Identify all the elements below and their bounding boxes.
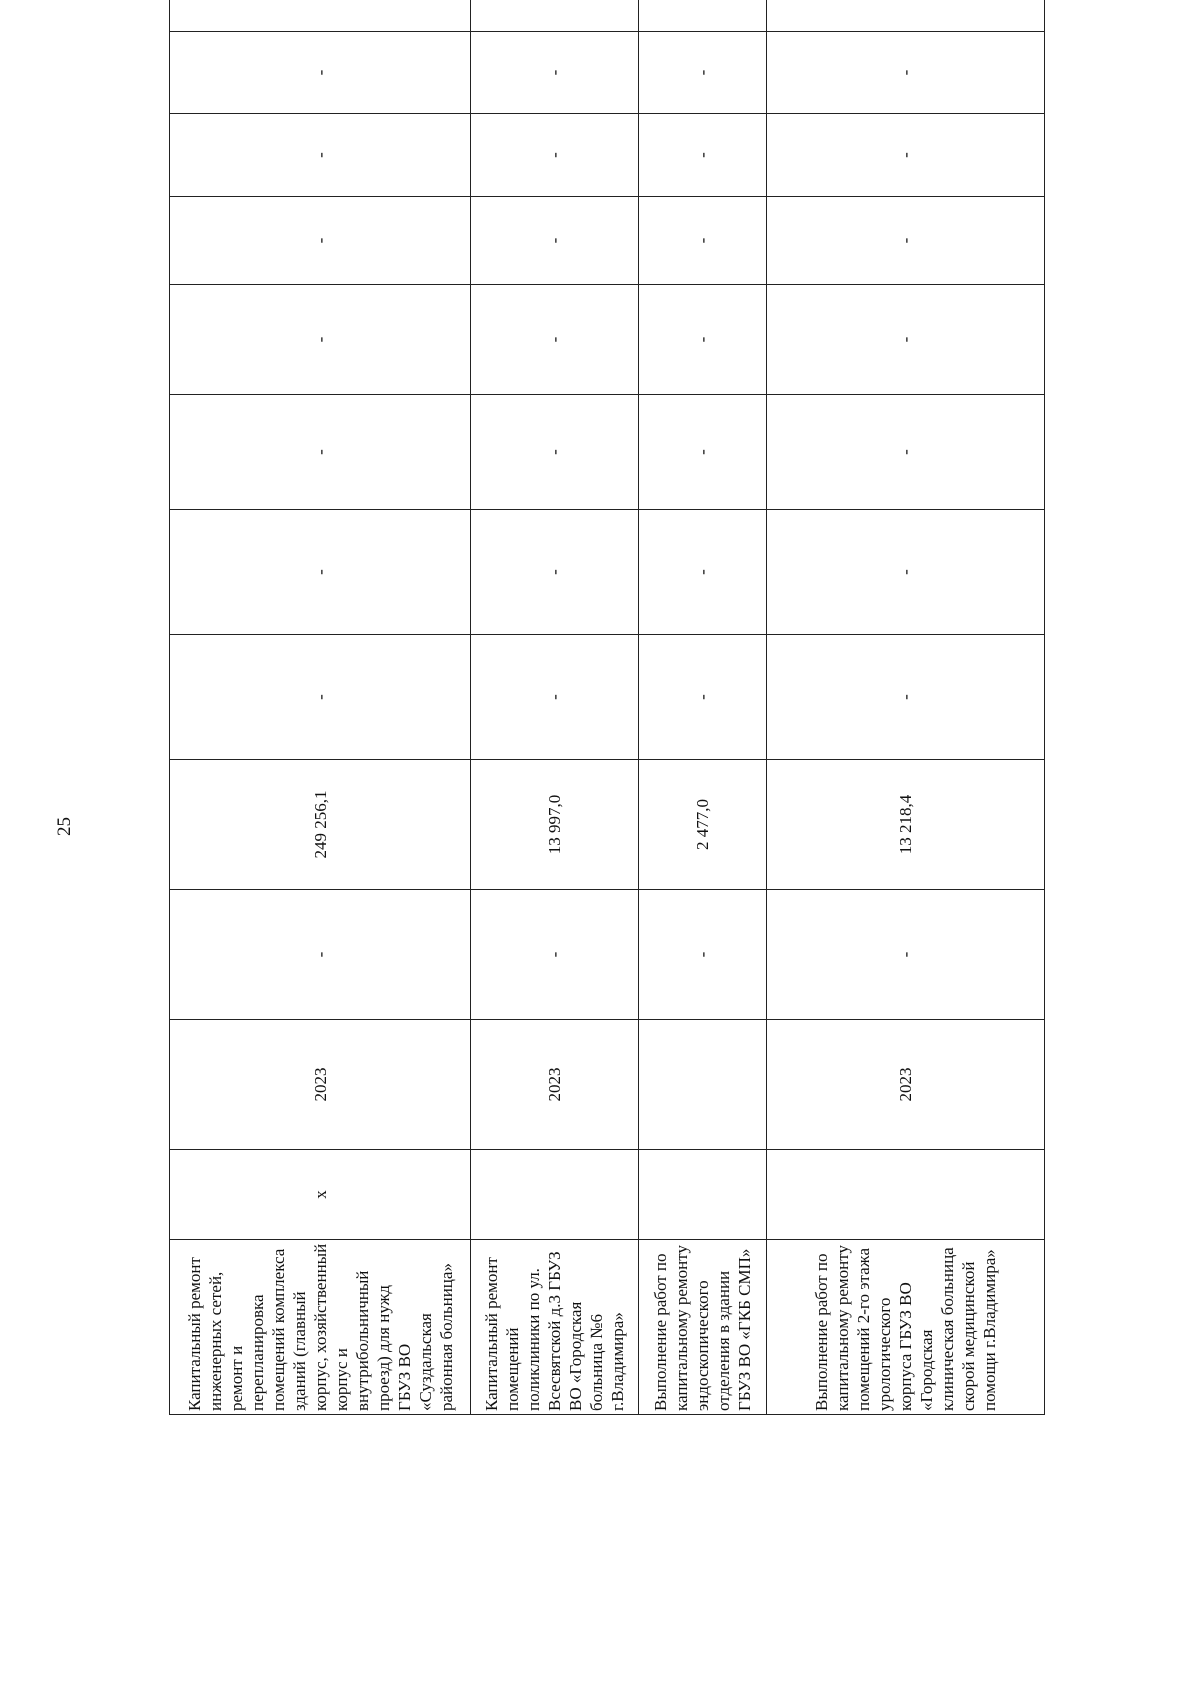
table-row: [639, 0, 767, 1415]
row-year: 2023: [471, 1020, 639, 1150]
row-col11: -: [471, 114, 639, 197]
row-amount: 249 256,1: [170, 760, 471, 890]
row-col9: -: [471, 285, 639, 395]
row-col12: -: [471, 32, 639, 114]
row-col11: -: [170, 114, 471, 197]
row-total-line2: [197, 0, 218, 31]
row-total: [767, 0, 1045, 32]
budget-table: [169, 0, 1045, 1415]
row-col7: -: [767, 510, 1045, 635]
row-mark: [767, 1150, 1045, 1240]
rotated-table-container: [169, 30, 1044, 1415]
row-col10: -: [170, 197, 471, 285]
row-total-line2: [666, 0, 687, 31]
row-col6: -: [767, 635, 1045, 760]
row-col4: -: [639, 890, 767, 1020]
row-mark: [471, 1150, 639, 1240]
row-col12: -: [170, 32, 471, 114]
row-amount: 2 477,0: [639, 760, 767, 890]
row-total: [170, 0, 471, 32]
row-col6: -: [170, 635, 471, 760]
row-total: [639, 0, 767, 32]
row-col6: -: [639, 635, 767, 760]
row-amount: 13 997,0: [471, 760, 639, 890]
row-year: 2023: [767, 1020, 1045, 1150]
row-col8: -: [639, 395, 767, 510]
row-total-line2: [498, 0, 519, 31]
row-name: Выполнение работ по капитальному ремонту эндоскопического отделения в здании ГБУЗ ВО «ГКБ СМП»: [639, 1240, 767, 1415]
row-total-line1: [176, 0, 197, 31]
row-total: [471, 0, 639, 32]
row-col12: -: [639, 32, 767, 114]
row-col7: -: [170, 510, 471, 635]
row-col10: -: [767, 197, 1045, 285]
row-col7: -: [639, 510, 767, 635]
row-col8: -: [471, 395, 639, 510]
row-col8: -: [767, 395, 1045, 510]
row-col6: -: [471, 635, 639, 760]
table-row: [767, 0, 1045, 1415]
row-col11: -: [767, 114, 1045, 197]
row-col4: -: [767, 890, 1045, 1020]
row-year: [639, 1020, 767, 1150]
table-row: [170, 0, 471, 1415]
row-total-line1: [773, 0, 794, 31]
row-col7: -: [471, 510, 639, 635]
row-total-line1: [645, 0, 666, 31]
row-amount: 13 218,4: [767, 760, 1045, 890]
row-name: Капитальный ремонт инженерных сетей, ремонт и перепланировка помещений комплекса зданий (главный корпус, хозяйственный корпус и внутрибольничный проезд) для нужд ГБУЗ ВО «Суздальская районная больница»: [170, 1240, 471, 1415]
row-name: Капитальный ремонт помещений поликлиники по ул. Всесвятской д.3 ГБУЗ ВО «Городская больница №6 г.Владимира»: [471, 1240, 639, 1415]
row-col9: -: [170, 285, 471, 395]
row-col4: -: [170, 890, 471, 1020]
row-mark: [639, 1150, 767, 1240]
row-col10: -: [639, 197, 767, 285]
row-col9: -: [639, 285, 767, 395]
row-col12: -: [767, 32, 1045, 114]
row-name: Выполнение работ по капитальному ремонту помещений 2-го этажа урологического корпуса ГБУЗ ВО «Городская клиническая больница скорой медицинской помощи г.Владимира»: [767, 1240, 1045, 1415]
table-row: [471, 0, 639, 1415]
row-total-line1: [477, 0, 498, 31]
page-number: 25: [54, 817, 75, 836]
row-col8: -: [170, 395, 471, 510]
row-mark: x: [170, 1150, 471, 1240]
row-col9: -: [767, 285, 1045, 395]
row-col10: -: [471, 197, 639, 285]
row-total-line2: [794, 0, 815, 31]
row-col11: -: [639, 114, 767, 197]
row-col4: -: [471, 890, 639, 1020]
row-year: 2023: [170, 1020, 471, 1150]
